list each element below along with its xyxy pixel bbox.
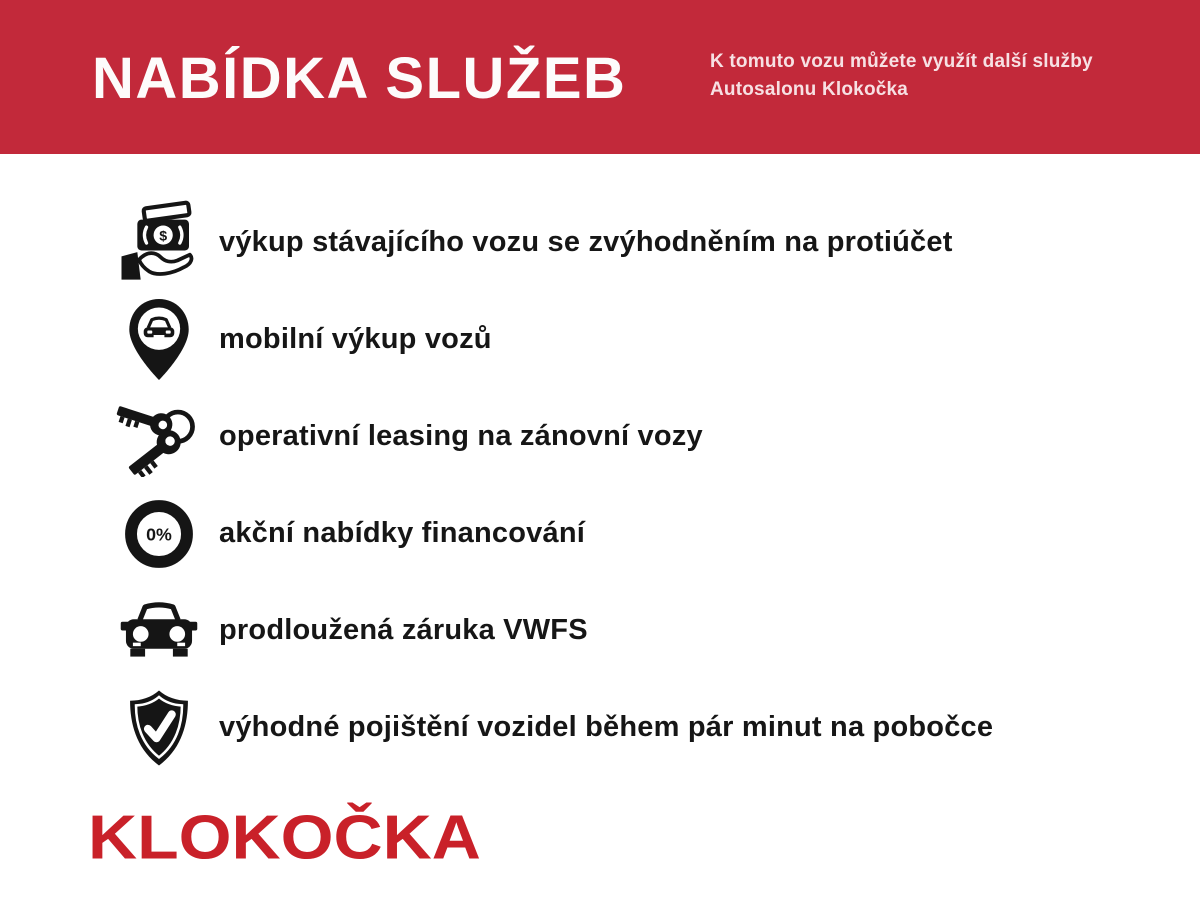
services-list [115,194,1200,776]
klokocka-logo: KLOKOČKA [88,802,481,873]
header-band [0,0,1200,154]
shield-check-icon [115,688,203,768]
list-item [115,194,1200,291]
zero-percent-icon [115,495,203,573]
map-pin-car-icon [115,296,203,383]
service-label: akční nabídky financování [219,517,585,549]
keys-icon [115,397,203,477]
service-label: výkup stávajícího vozu se zvýhodněním na protiúčet [219,226,953,258]
page-title: NABÍDKA SLUŽEB [92,46,627,111]
service-label: výhodné pojištění vozidel během pár minut na pobočce [219,711,994,743]
svg-text:$: $ [159,228,168,244]
list-item [115,388,1200,485]
list-item [115,582,1200,679]
cash-in-hand-icon [115,198,203,288]
service-label: prodloužená záruka VWFS [219,614,588,646]
car-front-icon [115,599,203,662]
header-subtitle: K tomuto vozu můžete využít další služby Autosalonu Klokočka [710,51,1093,101]
service-label: mobilní výkup vozů [219,323,492,355]
list-item [115,679,1200,776]
list-item [115,485,1200,582]
service-label: operativní leasing na zánovní vozy [219,420,703,452]
zero-percent-text: 0% [146,523,172,544]
list-item [115,291,1200,388]
